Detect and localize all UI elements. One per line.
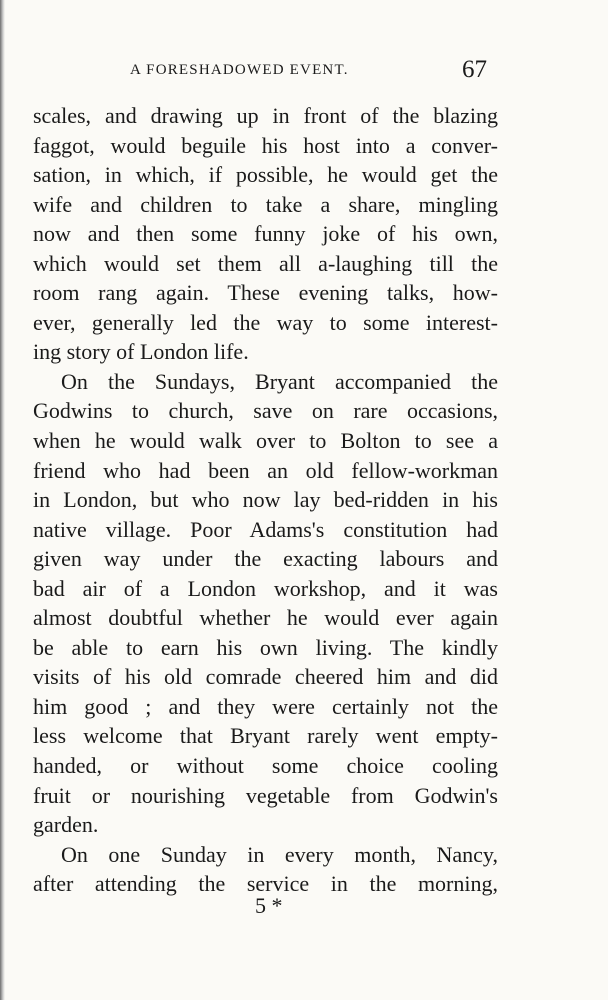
- text-line: less welcome that Bryant rarely went empty-: [33, 723, 498, 749]
- text-line: in London, but who now lay bed-ridden in his: [33, 487, 498, 513]
- text-line: scales, and drawing up in front of the blazing: [33, 103, 498, 128]
- text-line: be able to earn his own living. The kindly: [33, 634, 498, 660]
- page-binding-edge: [0, 0, 5, 1000]
- text-line: after attending the service in the morning,: [33, 871, 498, 897]
- text-line: sation, in which, if possible, he would get the: [33, 162, 498, 188]
- text-line: fruit or nourishing vegetable from Godwin's: [33, 782, 498, 808]
- text-line: given way under the exacting labours and: [33, 546, 498, 572]
- text-line: native village. Poor Adams's constitution had: [33, 516, 498, 542]
- paragraph-end-line: ing story of London life.: [33, 339, 249, 365]
- page-number: 67: [462, 56, 487, 83]
- text-line: which would set them all a-laughing till the: [33, 250, 498, 276]
- text-line: wife and children to take a share, mingling: [33, 191, 498, 217]
- body-text: [33, 101, 498, 899]
- paragraph-end-line: garden.: [33, 812, 99, 838]
- text-line: him good ; and they were certainly not the: [33, 693, 498, 719]
- text-line: now and then some funny joke of his own,: [33, 221, 498, 247]
- text-line: room rang again. These evening talks, how-: [33, 280, 498, 306]
- text-line: faggot, would beguile his host into a conver-: [33, 132, 498, 158]
- text-line: Godwins to church, save on rare occasions,: [33, 398, 498, 424]
- running-title: A FORESHADOWED EVENT.: [130, 62, 349, 78]
- text-line: visits of his old comrade cheered him and did: [33, 664, 498, 690]
- text-line: ever, generally led the way to some interest-: [33, 309, 498, 335]
- text-line: handed, or without some choice cooling: [33, 753, 498, 779]
- paragraph-first-line: On the Sundays, Bryant accompanied the: [61, 368, 498, 394]
- text-line: almost doubtful whether he would ever again: [33, 605, 498, 631]
- running-head: [130, 58, 510, 88]
- signature-mark: 5 *: [255, 893, 283, 918]
- paragraph-first-line: On one Sunday in every month, Nancy,: [61, 841, 498, 867]
- text-line: friend who had been an old fellow-workman: [33, 457, 498, 483]
- text-line: when he would walk over to Bolton to see a: [33, 428, 498, 454]
- text-line: bad air of a London workshop, and it was: [33, 575, 498, 601]
